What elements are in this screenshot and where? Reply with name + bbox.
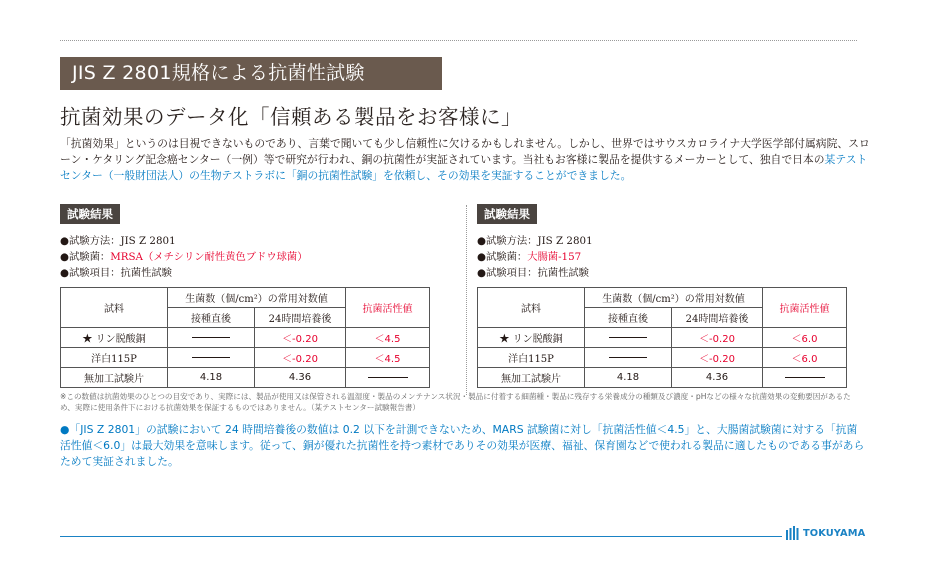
col-group-header xyxy=(585,288,763,308)
dash-mark xyxy=(192,337,230,338)
cell-after: ＜-0.20 xyxy=(672,328,763,348)
cell-before xyxy=(585,348,672,368)
cell-before xyxy=(168,328,255,348)
cell-activity: ＜4.5 xyxy=(346,328,430,348)
test-method xyxy=(477,233,847,249)
dash-mark xyxy=(368,377,408,378)
cell-sample: 無加工試験片 xyxy=(61,368,168,388)
cell-sample: 洋白115P xyxy=(478,348,585,368)
results-panel-ecoli xyxy=(477,203,847,388)
col-sample-header: 試料 xyxy=(478,288,585,328)
company-logo xyxy=(786,526,865,540)
col-before-header: 接種直後 xyxy=(168,308,255,328)
table-row xyxy=(61,348,430,368)
test-bacteria-value: 大腸菌-157 xyxy=(527,251,582,263)
results-label: 試験結果 xyxy=(477,204,537,224)
top-dotted-divider xyxy=(60,40,857,41)
results-panel-mrsa xyxy=(60,203,430,388)
cell-activity: ＜6.0 xyxy=(763,348,847,368)
cell-sample: 洋白115P xyxy=(61,348,168,368)
test-method-prefix: ●試験方法： xyxy=(477,235,538,247)
col-group-header-label: 生菌数（個/cm²）の常用対数値 xyxy=(602,294,745,305)
results-table xyxy=(477,287,847,388)
test-bacteria-prefix: ●試験菌： xyxy=(60,251,111,263)
intro-text: 「抗菌効果」というのは目視できないものであり、言葉で聞いても少し信頼性に欠けるかもしれません。しかし、世界ではサウスカロライナ大学医学部付属病院、スローン・ケタリング記念癌センター（一例）等で研究が行われ、銅の抗菌性が実証されています。当社もお客様に製品を提供するメーカーとして、独自で日本の xyxy=(60,137,870,166)
table-header-row xyxy=(61,288,430,308)
test-bacteria-value: MRSA（メチシリン耐性黄色ブドウ球菌） xyxy=(110,251,308,263)
dash-mark xyxy=(192,357,230,358)
test-conditions xyxy=(60,233,430,281)
table-row xyxy=(478,348,847,368)
cell-before xyxy=(585,328,672,348)
test-method-value: JIS Z 2801 xyxy=(537,235,593,247)
table-header-row xyxy=(478,288,847,308)
test-item xyxy=(477,265,847,281)
test-bacteria-prefix: ●試験菌： xyxy=(477,251,528,263)
results-table xyxy=(60,287,430,388)
cell-activity: ＜6.0 xyxy=(763,328,847,348)
page-title: JIS Z 2801規格による抗菌性試験 xyxy=(60,57,442,90)
page-subtitle: 抗菌効果のデータ化「信頼ある製品をお客様に」 xyxy=(60,105,522,129)
logo-text: TOKUYAMA xyxy=(803,527,866,539)
dash-mark xyxy=(609,337,647,338)
cell-before: 4.18 xyxy=(168,368,255,388)
footer-rule xyxy=(60,536,782,537)
test-method-prefix: ●試験方法： xyxy=(60,235,121,247)
cell-sample: ★ リン脱酸銅 xyxy=(61,328,168,348)
cell-activity: ＜4.5 xyxy=(346,348,430,368)
dash-mark xyxy=(785,377,825,378)
cell-after: ＜-0.20 xyxy=(255,348,346,368)
cell-sample: 無加工試験片 xyxy=(478,368,585,388)
test-item xyxy=(60,265,430,281)
conclusion-paragraph: ●「JIS Z 2801」の試験において 24 時間培養後の数値は 0.2 以下を計測できないため、MARS 試験菌に対し「抗菌活性値＜4.5」と、大腸菌試験菌に対する「抗菌活性値＜6.0」は最大効果を意味します。従って、銅が優れた抗菌性を持つ素材でありその効果が医療、福祉、保育園などで使われる製品に適したものである事があらためて実証されました。 xyxy=(60,423,865,468)
col-group-header xyxy=(168,288,346,308)
test-conditions xyxy=(477,233,847,281)
test-bacteria xyxy=(477,249,847,265)
col-after-header: 24時間培養後 xyxy=(672,308,763,328)
cell-after: ＜-0.20 xyxy=(672,348,763,368)
cell-before: 4.18 xyxy=(585,368,672,388)
intro-highlight: 某テストセンター（一般財団法人）の生物テストラボに「銅の抗菌性試験」を依頼し、その効果を実証することができました。 xyxy=(60,153,868,182)
results-label: 試験結果 xyxy=(60,204,120,224)
test-item-prefix: ●試験項目： xyxy=(60,267,121,279)
test-item-value: 抗菌性試験 xyxy=(120,267,172,279)
tokuyama-logo-icon xyxy=(786,526,800,540)
table-row xyxy=(478,328,847,348)
cell-after: 4.36 xyxy=(672,368,763,388)
table-row xyxy=(61,368,430,388)
table-row xyxy=(61,328,430,348)
dash-mark xyxy=(609,357,647,358)
cell-after: ＜-0.20 xyxy=(255,328,346,348)
cell-sample: ★ リン脱酸銅 xyxy=(478,328,585,348)
table-row xyxy=(478,368,847,388)
test-item-value: 抗菌性試験 xyxy=(537,267,589,279)
cell-before xyxy=(168,348,255,368)
col-sample-header: 試料 xyxy=(61,288,168,328)
test-item-prefix: ●試験項目： xyxy=(477,267,538,279)
col-after-header: 24時間培養後 xyxy=(255,308,346,328)
cell-after: 4.36 xyxy=(255,368,346,388)
column-divider xyxy=(466,205,467,395)
col-activity-header: 抗菌活性値 xyxy=(346,288,430,328)
intro-paragraph xyxy=(60,136,870,184)
test-bacteria xyxy=(60,249,430,265)
cell-activity xyxy=(763,368,847,388)
col-before-header: 接種直後 xyxy=(585,308,672,328)
cell-activity xyxy=(346,368,430,388)
col-activity-header: 抗菌活性値 xyxy=(763,288,847,328)
col-group-header-label: 生菌数（個/cm²）の常用対数値 xyxy=(185,294,328,305)
test-method-value: JIS Z 2801 xyxy=(120,235,176,247)
disclaimer-note: ※この数値は抗菌効果のひとつの目安であり、実際には、製品が使用又は保管される温湿度・製品のメンテナンス状況・製品に付着する細菌種・製品に残存する栄養成分の種類及び濃度・pHなどの様々な抗菌効果の変動要因があるため、実際に使用条件下における抗菌効果を保証するものではありません。（某テストセンター試験報告書） xyxy=(60,392,851,412)
test-method xyxy=(60,233,430,249)
